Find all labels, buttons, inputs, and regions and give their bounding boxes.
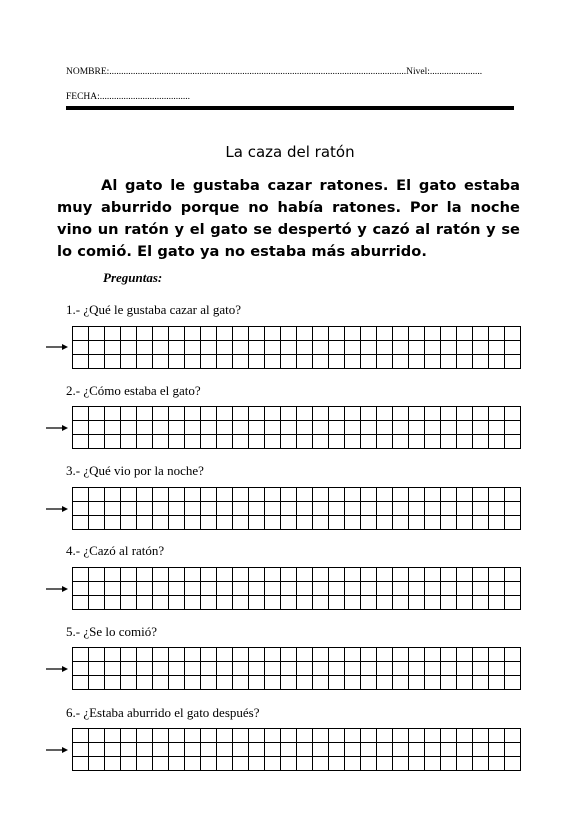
story-text: Al gato le gustaba cazar ratones. El gato estaba muy aburrido porque no había ratones. Por la noche vino un ratón y el gato se despertó y cazó al ratón y se lo comió. El gato ya no estaba más aburrido.: [57, 177, 520, 260]
name-level-line: NOMBRE:.............................................................................................................................Nivel:......................: [66, 67, 483, 77]
answer-grid-5[interactable]: [72, 647, 521, 690]
arrow-right-icon: [46, 584, 68, 594]
arrow-right-icon: [46, 423, 68, 433]
answer-grid-3[interactable]: [72, 487, 521, 530]
answer-grid-1[interactable]: [72, 326, 521, 369]
arrow-right-icon: [46, 504, 68, 514]
question-6: 6.- ¿Estaba aburrido el gato después?: [66, 705, 260, 720]
header-divider: [66, 106, 514, 110]
story-title: La caza del ratón: [225, 143, 355, 161]
arrow-right-icon: [46, 745, 68, 755]
arrow-right-icon: [46, 664, 68, 674]
question-4: 4.- ¿Cazó al ratón?: [66, 543, 165, 558]
date-line: FECHA:......................................: [66, 92, 191, 102]
answer-grid-4[interactable]: [72, 567, 521, 610]
questions-heading: Preguntas:: [103, 270, 163, 285]
question-5: 5.- ¿Se lo comió?: [66, 624, 157, 639]
arrow-right-icon: [46, 342, 68, 352]
question-3: 3.- ¿Qué vio por la noche?: [66, 463, 204, 478]
question-2: 2.- ¿Cómo estaba el gato?: [66, 383, 201, 398]
question-1: 1.- ¿Qué le gustaba cazar al gato?: [66, 302, 242, 317]
answer-grid-6[interactable]: [72, 728, 521, 771]
answer-grid-2[interactable]: [72, 406, 521, 449]
